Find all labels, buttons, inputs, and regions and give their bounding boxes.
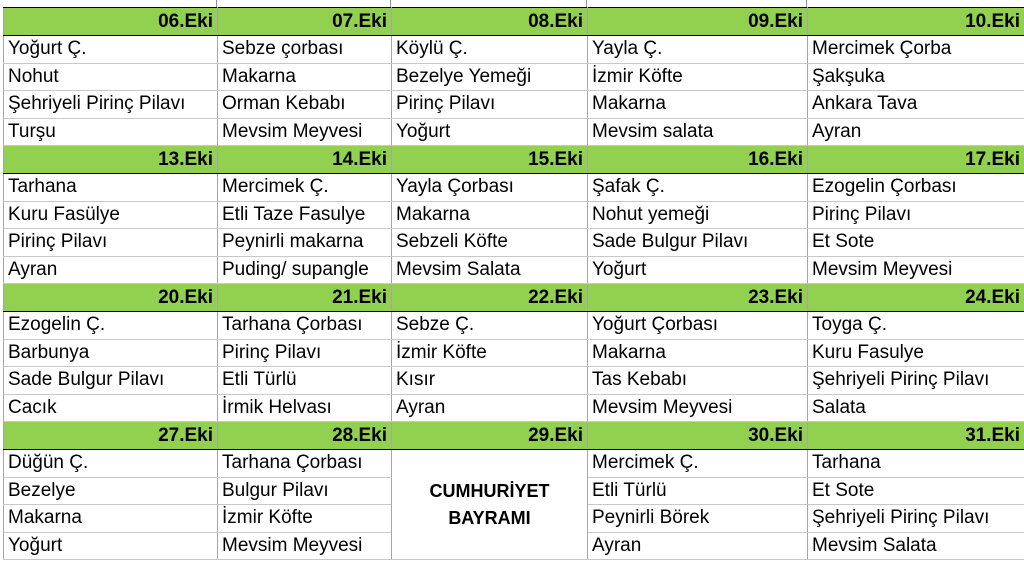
menu-sheet xyxy=(3,0,1024,575)
meal-cell: Şehriyeli Pirinç Pilavı xyxy=(808,367,1024,395)
date-cell: 14.Eki xyxy=(218,146,392,174)
meal-cell: Şehriyeli Pirinç Pilavı xyxy=(4,91,218,119)
date-cell: 29.Eki xyxy=(392,422,588,450)
holiday-title-line1: CUMHURİYET xyxy=(429,480,550,501)
meal-row xyxy=(4,174,1024,202)
meal-cell: Ayran xyxy=(392,394,588,422)
meal-cell: Nohut xyxy=(4,63,218,91)
meal-cell: Makarna xyxy=(218,63,392,91)
date-cell: 10.Eki xyxy=(808,8,1024,36)
meal-cell: Ayran xyxy=(808,118,1024,146)
meal-cell: Pirinç Pilavı xyxy=(808,201,1024,229)
meal-cell: Et Sote xyxy=(808,229,1024,257)
meal-cell: Et Sote xyxy=(808,477,1024,505)
meal-row xyxy=(4,256,1024,284)
meal-cell: Tarhana Çorbası xyxy=(218,312,392,340)
meal-cell: Etli Taze Fasulye xyxy=(218,201,392,229)
meal-cell: Mevsim Meyvesi xyxy=(218,118,392,146)
meal-cell: Kuru Fasülye xyxy=(4,201,218,229)
meal-cell: Ayran xyxy=(4,256,218,284)
date-cell: 16.Eki xyxy=(588,146,808,174)
meal-cell: Mevsim Salata xyxy=(808,532,1024,560)
meal-cell: Makarna xyxy=(4,505,218,533)
date-cell: 06.Eki xyxy=(4,8,218,36)
meal-cell: Sebzeli Köfte xyxy=(392,229,588,257)
meal-cell: Mercimek Çorba xyxy=(808,36,1024,64)
meal-cell: Orman Kebabı xyxy=(218,91,392,119)
meal-cell: Sebze çorbası xyxy=(218,36,392,64)
meal-cell: Nohut yemeği xyxy=(588,201,808,229)
meal-cell: Yoğurt xyxy=(588,256,808,284)
meal-cell: Mevsim Meyvesi xyxy=(218,532,392,560)
date-cell: 07.Eki xyxy=(218,8,392,36)
meal-cell: Kısır xyxy=(392,367,588,395)
meal-cell: Şafak Ç. xyxy=(588,174,808,202)
date-cell: 17.Eki xyxy=(808,146,1024,174)
meal-cell: İrmik Helvası xyxy=(218,394,392,422)
monthly-menu-table xyxy=(3,7,1024,560)
meal-cell: Pirinç Pilavı xyxy=(392,91,588,119)
date-cell: 22.Eki xyxy=(392,284,588,312)
meal-cell: Puding/ supangle xyxy=(218,256,392,284)
meal-cell: İzmir Köfte xyxy=(392,339,588,367)
meal-cell: Salata xyxy=(808,394,1024,422)
date-cell: 24.Eki xyxy=(808,284,1024,312)
meal-cell: Cacık xyxy=(4,394,218,422)
meal-cell: Ayran xyxy=(588,532,808,560)
holiday-cell xyxy=(392,450,588,560)
meal-cell: Tarhana xyxy=(4,174,218,202)
meal-cell: Sebze Ç. xyxy=(392,312,588,340)
meal-cell: Yoğurt Çorbası xyxy=(588,312,808,340)
meal-cell: Mevsim Meyvesi xyxy=(808,256,1024,284)
meal-cell: Yoğurt xyxy=(392,118,588,146)
date-cell: 09.Eki xyxy=(588,8,808,36)
meal-cell: Toyga Ç. xyxy=(808,312,1024,340)
meal-row xyxy=(4,201,1024,229)
meal-cell: Mevsim Salata xyxy=(392,256,588,284)
meal-cell: İzmir Köfte xyxy=(218,505,392,533)
meal-row xyxy=(4,312,1024,340)
meal-row xyxy=(4,36,1024,64)
date-cell: 23.Eki xyxy=(588,284,808,312)
meal-cell: Bezelye Yemeği xyxy=(392,63,588,91)
meal-cell: Turşu xyxy=(4,118,218,146)
meal-cell: Pirinç Pilavı xyxy=(4,229,218,257)
meal-cell: Sade Bulgur Pilavı xyxy=(588,229,808,257)
meal-cell: Düğün Ç. xyxy=(4,450,218,478)
meal-cell: Tarhana xyxy=(808,450,1024,478)
meal-cell: Tas Kebabı xyxy=(588,367,808,395)
meal-cell: Kuru Fasulye xyxy=(808,339,1024,367)
meal-cell: Barbunya xyxy=(4,339,218,367)
meal-cell: Bulgur Pilavı xyxy=(218,477,392,505)
date-row xyxy=(4,422,1024,450)
date-row xyxy=(4,284,1024,312)
meal-cell: Şehriyeli Pirinç Pilavı xyxy=(808,505,1024,533)
holiday-title-line2: BAYRAMI xyxy=(448,507,531,528)
meal-cell: Yoğurt xyxy=(4,532,218,560)
meal-cell: Makarna xyxy=(392,201,588,229)
date-cell: 31.Eki xyxy=(808,422,1024,450)
meal-row xyxy=(4,367,1024,395)
meal-row xyxy=(4,339,1024,367)
date-cell: 27.Eki xyxy=(4,422,218,450)
meal-cell: Yoğurt Ç. xyxy=(4,36,218,64)
meal-cell: Makarna xyxy=(588,339,808,367)
date-cell: 13.Eki xyxy=(4,146,218,174)
meal-cell: Köylü Ç. xyxy=(392,36,588,64)
date-row xyxy=(4,146,1024,174)
meal-cell: Ankara Tava xyxy=(808,91,1024,119)
meal-cell: Sade Bulgur Pilavı xyxy=(4,367,218,395)
meal-row xyxy=(4,229,1024,257)
meal-row xyxy=(4,118,1024,146)
date-cell: 28.Eki xyxy=(218,422,392,450)
meal-cell: Peynirli Börek xyxy=(588,505,808,533)
meal-cell: Makarna xyxy=(588,91,808,119)
meal-cell: Ezogelin Çorbası xyxy=(808,174,1024,202)
meal-cell: Şakşuka xyxy=(808,63,1024,91)
meal-cell: Etli Türlü xyxy=(218,367,392,395)
meal-cell: Tarhana Çorbası xyxy=(218,450,392,478)
meal-cell: Yayla Ç. xyxy=(588,36,808,64)
meal-cell: Mevsim Meyvesi xyxy=(588,394,808,422)
meal-cell: Mevsim salata xyxy=(588,118,808,146)
meal-row xyxy=(4,394,1024,422)
meal-row xyxy=(4,91,1024,119)
meal-cell: Mercimek Ç. xyxy=(588,450,808,478)
meal-cell: Bezelye xyxy=(4,477,218,505)
date-cell: 20.Eki xyxy=(4,284,218,312)
date-cell: 15.Eki xyxy=(392,146,588,174)
date-cell: 30.Eki xyxy=(588,422,808,450)
meal-cell: Yayla Çorbası xyxy=(392,174,588,202)
meal-cell: Mercimek Ç. xyxy=(218,174,392,202)
meal-cell: Etli Türlü xyxy=(588,477,808,505)
meal-cell: Peynirli makarna xyxy=(218,229,392,257)
date-cell: 21.Eki xyxy=(218,284,392,312)
date-cell: 08.Eki xyxy=(392,8,588,36)
meal-row xyxy=(4,63,1024,91)
meal-cell: İzmir Köfte xyxy=(588,63,808,91)
meal-cell: Pirinç Pilavı xyxy=(218,339,392,367)
meal-cell: Ezogelin Ç. xyxy=(4,312,218,340)
date-row xyxy=(4,8,1024,36)
meal-row xyxy=(4,450,1024,478)
